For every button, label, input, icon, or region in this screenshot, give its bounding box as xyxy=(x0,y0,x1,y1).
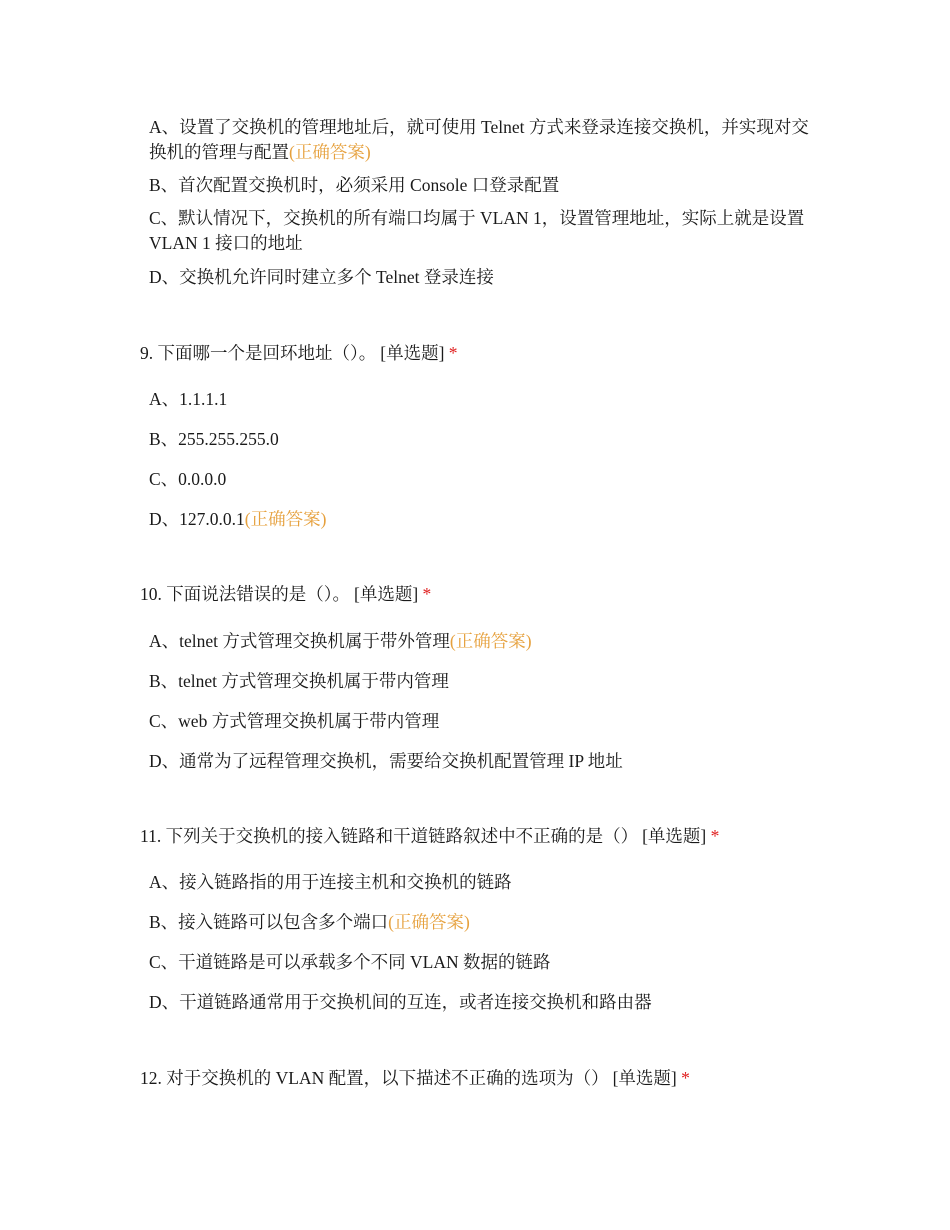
q11-option-b: B、接入链路可以包含多个端口(正确答案) xyxy=(149,912,470,932)
q8-option-d: D、交换机允许同时建立多个 Telnet 登录连接 xyxy=(149,267,494,287)
q10-option-a: A、telnet 方式管理交换机属于带外管理(正确答案) xyxy=(149,631,532,651)
question-9-title: 9. 下面哪一个是回环地址（）。 [单选题] * xyxy=(140,343,458,363)
required-marker: * xyxy=(448,343,458,363)
correct-answer-label: (正确答案) xyxy=(388,912,470,932)
q11-option-c: C、干道链路是可以承载多个不同 VLAN 数据的链路 xyxy=(149,952,551,972)
required-marker: * xyxy=(681,1068,690,1088)
q9-option-c: C、0.0.0.0 xyxy=(149,469,227,489)
question-10-title: 10. 下面说法错误的是（）。 [单选题] * xyxy=(140,584,432,604)
q9-option-a: A、1.1.1.1 xyxy=(149,389,228,409)
required-marker: * xyxy=(710,826,720,846)
q8-option-c: C、默认情况下，交换机的所有端口均属于 VLAN 1，设置管理地址，实际上就是设置 VLAN 1 接口的地址 xyxy=(149,208,805,253)
q10-option-d: D、通常为了远程管理交换机，需要给交换机配置管理 IP 地址 xyxy=(149,751,623,771)
correct-answer-label: (正确答案) xyxy=(244,509,327,529)
question-11-title: 11. 下列关于交换机的接入链路和干道链路叙述中不正确的是（） [单选题] * xyxy=(140,826,720,846)
question-type-badge: [单选题] xyxy=(642,826,707,846)
q10-option-b: B、telnet 方式管理交换机属于带内管理 xyxy=(149,671,449,691)
question-type-badge: [单选题] xyxy=(612,1068,677,1088)
q11-option-a: A、接入链路指的用于连接主机和交换机的链路 xyxy=(149,872,512,892)
correct-answer-label: (正确答案) xyxy=(449,631,532,651)
q10-option-c: C、web 方式管理交换机属于带内管理 xyxy=(149,711,440,731)
q8-option-b: B、首次配置交换机时，必须采用 Console 口登录配置 xyxy=(149,175,560,195)
q11-option-d: D、干道链路通常用于交换机间的互连，或者连接交换机和路由器 xyxy=(149,992,652,1012)
question-type-badge: [单选题] xyxy=(354,584,419,604)
question-type-badge: [单选题] xyxy=(380,343,445,363)
question-12-title: 12. 对于交换机的 VLAN 配置，以下描述不正确的选项为（） [单选题] * xyxy=(140,1068,690,1088)
q8-option-a: A、设置了交换机的管理地址后，就可使用 Telnet 方式来登录连接交换机，并实现对交换机的管理与配置(正确答案) xyxy=(149,117,809,162)
correct-answer-label: (正确答案) xyxy=(289,142,371,162)
q9-option-b: B、255.255.255.0 xyxy=(149,429,279,449)
q9-option-d: D、127.0.0.1(正确答案) xyxy=(149,509,327,529)
required-marker: * xyxy=(422,584,432,604)
